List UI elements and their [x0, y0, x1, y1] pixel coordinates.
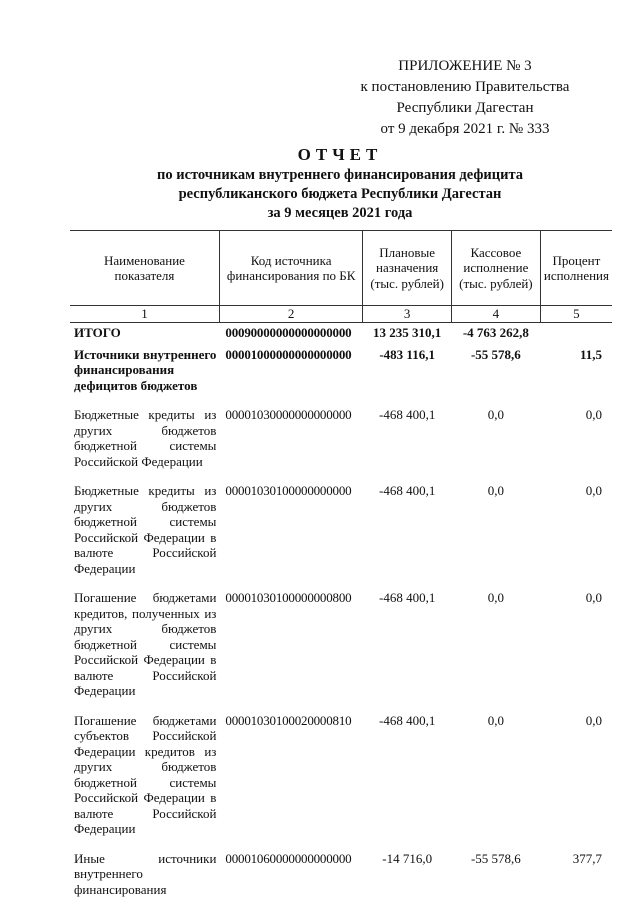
- row-name: Погашение бюджетами субъектов Российской Федерации кредитов из других бюджетов бюджетной системы Российской Федерации в валюте Российской Федерации: [70, 709, 219, 847]
- table-row: [70, 403, 612, 479]
- table-row: [70, 586, 612, 709]
- appendix-block: [330, 56, 600, 140]
- appendix-title: ПРИЛОЖЕНИЕ № 3: [330, 56, 600, 77]
- report-subtitle: по источникам внутреннего финансирования дефицита: [40, 166, 640, 185]
- row-plan: -468 400,1: [363, 586, 452, 709]
- row-percent: 0,0: [540, 709, 612, 847]
- header-cash: Кассовое исполнение (тыс. рублей): [451, 231, 540, 306]
- row-name: Иные источники внутреннего финансирования: [70, 847, 219, 907]
- column-number: 3: [363, 306, 452, 323]
- row-code: 00001030100000000800: [219, 586, 362, 709]
- report-subtitle: республиканского бюджета Республики Дагестан: [40, 185, 640, 204]
- row-name: ИТОГО: [70, 323, 219, 343]
- row-name: Погашение бюджетами кредитов, полученных из других бюджетов бюджетной системы Российской Федерации в валюте Российской Федерации: [70, 586, 219, 709]
- appendix-line: к постановлению Правительства: [330, 77, 600, 98]
- header-name: Наименование показателя: [70, 231, 219, 306]
- row-code: 00001030100020000810: [219, 709, 362, 847]
- column-number: 5: [540, 306, 612, 323]
- row-name: Бюджетные кредиты из других бюджетов бюджетной системы Российской Федерации: [70, 403, 219, 479]
- report-heading: ОТЧЕТ: [40, 144, 640, 166]
- row-cash: -55 578,6: [451, 343, 540, 404]
- row-percent: 0,0: [540, 586, 612, 709]
- table-row: [70, 323, 612, 343]
- row-plan: -14 716,0: [363, 847, 452, 907]
- row-code: 00001060000000000000: [219, 847, 362, 907]
- report-period: за 9 месяцев 2021 года: [40, 204, 640, 223]
- row-code: 00001030100000000000: [219, 479, 362, 586]
- row-plan: -468 400,1: [363, 709, 452, 847]
- row-percent: [540, 323, 612, 343]
- header-code: Код источника финансирования по БК: [219, 231, 362, 306]
- row-code: 00090000000000000000: [219, 323, 362, 343]
- row-code: 00001030000000000000: [219, 403, 362, 479]
- row-name: Источники внутреннего финансирования дефицитов бюджетов: [70, 343, 219, 404]
- report-title: [0, 144, 640, 223]
- row-cash: 0,0: [451, 403, 540, 479]
- row-cash: -4 763 262,8: [451, 323, 540, 343]
- table-row: [70, 709, 612, 847]
- row-percent: 0,0: [540, 479, 612, 586]
- table-row: [70, 847, 612, 907]
- row-cash: 0,0: [451, 479, 540, 586]
- row-name: Бюджетные кредиты из других бюджетов бюджетной системы Российской Федерации в валюте Российской Федерации: [70, 479, 219, 586]
- appendix-date: от 9 декабря 2021 г. № 333: [330, 119, 600, 140]
- column-number: 2: [219, 306, 362, 323]
- row-cash: 0,0: [451, 586, 540, 709]
- row-percent: 377,7: [540, 847, 612, 907]
- report-table: [70, 230, 612, 907]
- appendix-line: Республики Дагестан: [330, 98, 600, 119]
- table-row: [70, 343, 612, 404]
- column-number: 4: [451, 306, 540, 323]
- row-plan: -483 116,1: [363, 343, 452, 404]
- row-plan: -468 400,1: [363, 479, 452, 586]
- row-plan: 13 235 310,1: [363, 323, 452, 343]
- row-percent: 0,0: [540, 403, 612, 479]
- header-percent: Процент исполнения: [540, 231, 612, 306]
- row-cash: -55 578,6: [451, 847, 540, 907]
- row-plan: -468 400,1: [363, 403, 452, 479]
- row-percent: 11,5: [540, 343, 612, 404]
- header-plan: Плановые назначения (тыс. рублей): [363, 231, 452, 306]
- row-cash: 0,0: [451, 709, 540, 847]
- column-number: 1: [70, 306, 219, 323]
- row-code: 00001000000000000000: [219, 343, 362, 404]
- table-row: [70, 479, 612, 586]
